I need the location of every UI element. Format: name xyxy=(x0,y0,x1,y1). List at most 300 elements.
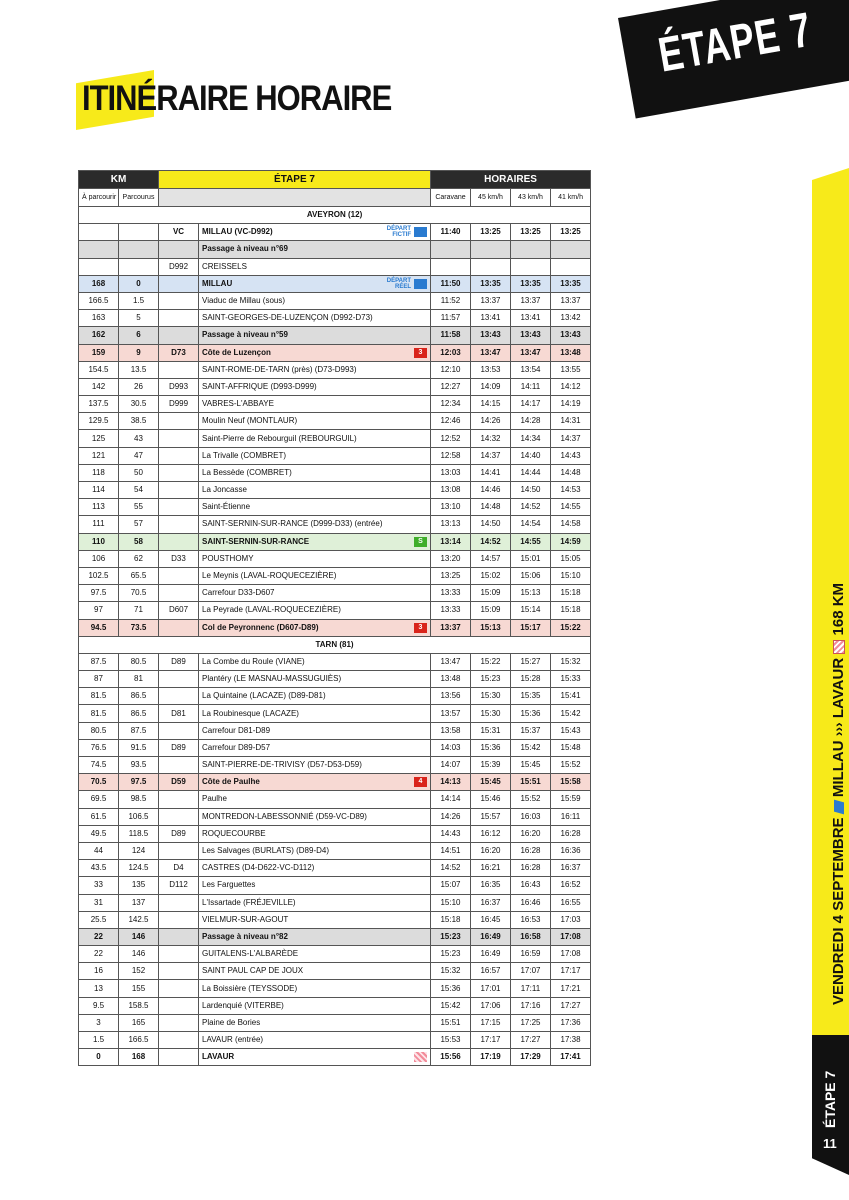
location-label: ROQUECOURBE xyxy=(202,828,266,838)
road-number xyxy=(159,757,199,774)
time-43: 15:51 xyxy=(511,774,551,791)
location-label: Lardenquié (VITERBE) xyxy=(202,1000,284,1010)
location-cell xyxy=(199,482,431,499)
time-41: 13:35 xyxy=(551,275,591,292)
time-41: 15:43 xyxy=(551,722,591,739)
road-number: D89 xyxy=(159,653,199,670)
time-43: 16:03 xyxy=(511,808,551,825)
location-label: Plaine de Bories xyxy=(202,1017,261,1027)
location-cell xyxy=(199,292,431,309)
time-45: 15:46 xyxy=(471,791,511,808)
time-45: 16:20 xyxy=(471,842,511,859)
km-parcourus xyxy=(119,258,159,275)
km-parcourus: 118.5 xyxy=(119,825,159,842)
road-number xyxy=(159,808,199,825)
road-number xyxy=(159,894,199,911)
location-cell xyxy=(199,997,431,1014)
road-number xyxy=(159,310,199,327)
location-cell xyxy=(199,516,431,533)
time-43: 17:27 xyxy=(511,1032,551,1049)
time-caravane: 12:34 xyxy=(431,396,471,413)
time-43: 15:14 xyxy=(511,602,551,619)
location-cell xyxy=(199,533,431,550)
depart-type: FICTIF xyxy=(392,232,411,239)
time-caravane: 15:51 xyxy=(431,1014,471,1031)
location-label: MILLAU xyxy=(202,278,233,288)
time-43: 13:43 xyxy=(511,327,551,344)
location-label: Plantéry (LE MASNAU-MASSUGUIÈS) xyxy=(202,674,342,684)
road-number: D992 xyxy=(159,258,199,275)
finish-flag-icon xyxy=(833,640,845,654)
table-row xyxy=(79,516,591,533)
km-a-parcourir: 61.5 xyxy=(79,808,119,825)
time-caravane: 13:48 xyxy=(431,671,471,688)
itinerary-table xyxy=(78,170,591,1066)
sub-43: 43 km/h xyxy=(511,189,551,207)
location-label: L'Issartade (FRÉJEVILLE) xyxy=(202,897,296,907)
time-43: 15:27 xyxy=(511,653,551,670)
km-parcourus: 124.5 xyxy=(119,860,159,877)
time-41: 13:43 xyxy=(551,327,591,344)
location-cell xyxy=(199,963,431,980)
depart-flag-icon xyxy=(414,279,427,289)
time-41: 15:33 xyxy=(551,671,591,688)
time-caravane: 14:26 xyxy=(431,808,471,825)
table-row xyxy=(79,378,591,395)
etape-tab xyxy=(618,0,849,118)
time-caravane: 12:52 xyxy=(431,430,471,447)
region-header: TARN (81) xyxy=(79,636,591,653)
page-title: ITINÉRAIRE HORAIRE xyxy=(82,78,392,119)
km-a-parcourir: 44 xyxy=(79,842,119,859)
location-cell xyxy=(199,1032,431,1049)
time-45: 15:30 xyxy=(471,705,511,722)
time-41: 17:08 xyxy=(551,928,591,945)
time-41: 15:41 xyxy=(551,688,591,705)
location-cell xyxy=(199,774,431,791)
location-label: SAINT-AFFRIQUE (D993-D999) xyxy=(202,381,317,391)
table-row xyxy=(79,430,591,447)
time-43: 15:52 xyxy=(511,791,551,808)
time-45: 14:26 xyxy=(471,413,511,430)
time-41: 14:53 xyxy=(551,482,591,499)
location-label: CREISSELS xyxy=(202,261,247,271)
location-label: VIELMUR-SUR-AGOUT xyxy=(202,914,289,924)
time-45: 15:36 xyxy=(471,739,511,756)
road-number xyxy=(159,430,199,447)
table-row xyxy=(79,825,591,842)
table-row xyxy=(79,757,591,774)
time-45: 16:57 xyxy=(471,963,511,980)
location-label: Le Meynis (LAVAL-ROQUECEZIÈRE) xyxy=(202,571,337,581)
time-45: 14:52 xyxy=(471,533,511,550)
km-a-parcourir: 121 xyxy=(79,447,119,464)
side-route-from: MILLAU xyxy=(830,740,847,798)
time-41: 15:05 xyxy=(551,550,591,567)
road-number xyxy=(159,567,199,584)
time-41: 16:52 xyxy=(551,877,591,894)
location-label: Les Farguettes xyxy=(202,880,256,890)
time-41 xyxy=(551,258,591,275)
road-number xyxy=(159,688,199,705)
time-43: 14:54 xyxy=(511,516,551,533)
time-41: 15:52 xyxy=(551,757,591,774)
time-43: 14:17 xyxy=(511,396,551,413)
table-row xyxy=(79,877,591,894)
km-parcourus: 71 xyxy=(119,602,159,619)
km-a-parcourir: 159 xyxy=(79,344,119,361)
sub-41: 41 km/h xyxy=(551,189,591,207)
road-number xyxy=(159,516,199,533)
side-route-sep: ››› xyxy=(830,722,846,737)
time-43: 17:07 xyxy=(511,963,551,980)
km-parcourus: 5 xyxy=(119,310,159,327)
side-date: VENDREDI 4 SEPTEMBRE xyxy=(830,817,847,1005)
km-a-parcourir: 3 xyxy=(79,1014,119,1031)
road-number xyxy=(159,499,199,516)
time-43: 13:54 xyxy=(511,361,551,378)
time-45: 14:09 xyxy=(471,378,511,395)
time-41: 17:08 xyxy=(551,946,591,963)
time-43: 16:53 xyxy=(511,911,551,928)
km-a-parcourir: 74.5 xyxy=(79,757,119,774)
region-header: AVEYRON (12) xyxy=(79,207,591,224)
km-a-parcourir: 16 xyxy=(79,963,119,980)
km-a-parcourir xyxy=(79,224,119,241)
km-parcourus: 152 xyxy=(119,963,159,980)
time-43: 15:06 xyxy=(511,567,551,584)
time-45 xyxy=(471,241,511,258)
time-43: 16:28 xyxy=(511,842,551,859)
table-row xyxy=(79,482,591,499)
table-row xyxy=(79,1014,591,1031)
km-parcourus: 142.5 xyxy=(119,911,159,928)
km-a-parcourir: 80.5 xyxy=(79,722,119,739)
time-41: 17:38 xyxy=(551,1032,591,1049)
location-cell xyxy=(199,258,431,275)
location-label: Carrefour D89-D57 xyxy=(202,742,271,752)
time-caravane: 13:25 xyxy=(431,567,471,584)
table-row xyxy=(79,705,591,722)
km-parcourus: 124 xyxy=(119,842,159,859)
location-cell xyxy=(199,344,431,361)
road-number xyxy=(159,722,199,739)
time-41: 14:19 xyxy=(551,396,591,413)
time-43: 14:11 xyxy=(511,378,551,395)
sub-blank xyxy=(159,189,431,207)
time-43: 17:25 xyxy=(511,1014,551,1031)
location-label: Côte de Paulhe xyxy=(202,777,260,787)
time-41: 15:18 xyxy=(551,602,591,619)
km-a-parcourir: 162 xyxy=(79,327,119,344)
time-caravane: 11:57 xyxy=(431,310,471,327)
location-cell xyxy=(199,241,431,258)
time-41: 16:55 xyxy=(551,894,591,911)
road-number: D81 xyxy=(159,705,199,722)
location-cell xyxy=(199,757,431,774)
km-a-parcourir: 81.5 xyxy=(79,705,119,722)
location-cell xyxy=(199,980,431,997)
time-45 xyxy=(471,258,511,275)
time-41: 14:31 xyxy=(551,413,591,430)
table-row xyxy=(79,619,591,636)
km-parcourus: 93.5 xyxy=(119,757,159,774)
time-caravane: 13:10 xyxy=(431,499,471,516)
km-a-parcourir: 129.5 xyxy=(79,413,119,430)
road-number: D73 xyxy=(159,344,199,361)
time-caravane: 13:37 xyxy=(431,619,471,636)
km-parcourus: 81 xyxy=(119,671,159,688)
location-label: SAINT-SERNIN-SUR-RANCE xyxy=(202,536,310,546)
table-row xyxy=(79,396,591,413)
table-row xyxy=(79,224,591,241)
km-parcourus: 43 xyxy=(119,430,159,447)
km-parcourus xyxy=(119,241,159,258)
finish-flag-icon xyxy=(414,1052,427,1062)
time-caravane: 11:58 xyxy=(431,327,471,344)
km-a-parcourir: 110 xyxy=(79,533,119,550)
location-label: Passage à niveau n°59 xyxy=(202,330,288,340)
time-45: 13:25 xyxy=(471,224,511,241)
time-45: 15:13 xyxy=(471,619,511,636)
time-45: 13:43 xyxy=(471,327,511,344)
km-parcourus: 137 xyxy=(119,894,159,911)
table-row xyxy=(79,774,591,791)
time-caravane: 11:52 xyxy=(431,292,471,309)
km-parcourus: 65.5 xyxy=(119,567,159,584)
time-45: 17:01 xyxy=(471,980,511,997)
road-number xyxy=(159,533,199,550)
time-41: 17:17 xyxy=(551,963,591,980)
location-cell xyxy=(199,842,431,859)
table-row xyxy=(79,258,591,275)
time-caravane: 14:43 xyxy=(431,825,471,842)
road-number xyxy=(159,928,199,945)
time-caravane: 11:50 xyxy=(431,275,471,292)
location-label: MONTREDON-LABESSONNIÉ (D59-VC-D89) xyxy=(202,811,367,821)
road-number: D112 xyxy=(159,877,199,894)
location-cell xyxy=(199,894,431,911)
table-row xyxy=(79,344,591,361)
location-label: La Trivalle (COMBRET) xyxy=(202,450,287,460)
table-row xyxy=(79,653,591,670)
time-41 xyxy=(551,241,591,258)
time-caravane: 15:36 xyxy=(431,980,471,997)
depart-flag-icon xyxy=(834,800,844,815)
time-41: 14:48 xyxy=(551,464,591,481)
km-parcourus: 98.5 xyxy=(119,791,159,808)
time-41: 16:11 xyxy=(551,808,591,825)
location-label: La Boissière (TEYSSODE) xyxy=(202,983,298,993)
road-number xyxy=(159,464,199,481)
table-row xyxy=(79,585,591,602)
time-45: 15:23 xyxy=(471,671,511,688)
location-cell xyxy=(199,1049,431,1066)
km-parcourus: 87.5 xyxy=(119,722,159,739)
km-a-parcourir: 97.5 xyxy=(79,585,119,602)
time-41: 13:48 xyxy=(551,344,591,361)
page-title-block xyxy=(76,62,392,132)
location-cell xyxy=(199,860,431,877)
road-number xyxy=(159,1032,199,1049)
km-a-parcourir: 118 xyxy=(79,464,119,481)
km-parcourus: 1.5 xyxy=(119,292,159,309)
km-a-parcourir: 125 xyxy=(79,430,119,447)
km-parcourus: 30.5 xyxy=(119,396,159,413)
location-label: Moulin Neuf (MONTLAUR) xyxy=(202,416,298,426)
km-a-parcourir: 106 xyxy=(79,550,119,567)
road-number: D89 xyxy=(159,739,199,756)
table-row xyxy=(79,671,591,688)
km-parcourus: 70.5 xyxy=(119,585,159,602)
location-label: LAVAUR (entrée) xyxy=(202,1035,264,1045)
time-45: 13:37 xyxy=(471,292,511,309)
time-43: 14:40 xyxy=(511,447,551,464)
location-cell xyxy=(199,791,431,808)
km-parcourus: 50 xyxy=(119,464,159,481)
location-cell xyxy=(199,361,431,378)
km-parcourus: 86.5 xyxy=(119,688,159,705)
km-a-parcourir: 69.5 xyxy=(79,791,119,808)
road-number xyxy=(159,980,199,997)
time-41: 15:48 xyxy=(551,739,591,756)
time-41: 17:41 xyxy=(551,1049,591,1066)
km-parcourus: 13.5 xyxy=(119,361,159,378)
time-45: 14:41 xyxy=(471,464,511,481)
km-parcourus: 80.5 xyxy=(119,653,159,670)
climb-red-icon: 4 xyxy=(414,777,427,787)
km-parcourus: 47 xyxy=(119,447,159,464)
time-43: 15:17 xyxy=(511,619,551,636)
head-horaires: HORAIRES xyxy=(431,171,591,189)
location-label: Carrefour D81-D89 xyxy=(202,725,271,735)
location-cell xyxy=(199,396,431,413)
location-label: Col de Peyronnenc (D607-D89) xyxy=(202,622,319,632)
head-etape: ÉTAPE 7 xyxy=(159,171,431,189)
km-a-parcourir: 31 xyxy=(79,894,119,911)
side-route-text xyxy=(830,583,847,1005)
time-caravane: 15:23 xyxy=(431,928,471,945)
time-41: 14:55 xyxy=(551,499,591,516)
time-45: 15:30 xyxy=(471,688,511,705)
location-label: SAINT-GEORGES-DE-LUZENÇON (D992-D73) xyxy=(202,313,373,323)
table-row xyxy=(79,550,591,567)
km-parcourus: 146 xyxy=(119,928,159,945)
time-43: 13:35 xyxy=(511,275,551,292)
km-a-parcourir: 87.5 xyxy=(79,653,119,670)
road-number xyxy=(159,241,199,258)
road-number xyxy=(159,1049,199,1066)
location-cell xyxy=(199,310,431,327)
time-43: 15:35 xyxy=(511,688,551,705)
time-caravane: 12:27 xyxy=(431,378,471,395)
km-a-parcourir xyxy=(79,241,119,258)
km-a-parcourir: 94.5 xyxy=(79,619,119,636)
road-number xyxy=(159,275,199,292)
location-cell xyxy=(199,602,431,619)
road-number xyxy=(159,413,199,430)
time-caravane xyxy=(431,241,471,258)
time-41: 16:28 xyxy=(551,825,591,842)
time-45: 17:17 xyxy=(471,1032,511,1049)
km-a-parcourir: 70.5 xyxy=(79,774,119,791)
km-a-parcourir: 81.5 xyxy=(79,688,119,705)
time-43: 15:01 xyxy=(511,550,551,567)
road-number xyxy=(159,447,199,464)
km-parcourus: 6 xyxy=(119,327,159,344)
km-a-parcourir: 102.5 xyxy=(79,567,119,584)
time-caravane: 15:23 xyxy=(431,946,471,963)
km-parcourus: 54 xyxy=(119,482,159,499)
time-41: 16:36 xyxy=(551,842,591,859)
km-a-parcourir: 13 xyxy=(79,980,119,997)
km-parcourus: 146 xyxy=(119,946,159,963)
time-caravane: 12:46 xyxy=(431,413,471,430)
table-row xyxy=(79,739,591,756)
road-number xyxy=(159,482,199,499)
location-cell xyxy=(199,585,431,602)
time-caravane: 13:03 xyxy=(431,464,471,481)
time-41: 13:37 xyxy=(551,292,591,309)
table-row xyxy=(79,997,591,1014)
road-number xyxy=(159,963,199,980)
time-43: 14:28 xyxy=(511,413,551,430)
time-45: 16:49 xyxy=(471,928,511,945)
road-number xyxy=(159,619,199,636)
time-45: 14:48 xyxy=(471,499,511,516)
km-parcourus: 57 xyxy=(119,516,159,533)
time-43: 13:41 xyxy=(511,310,551,327)
location-label: CASTRES (D4-D622-VC-D112) xyxy=(202,863,315,873)
location-label: La Quintaine (LACAZE) (D89-D81) xyxy=(202,691,326,701)
road-number: D33 xyxy=(159,550,199,567)
location-cell xyxy=(199,275,431,292)
table-row xyxy=(79,310,591,327)
road-number: VC xyxy=(159,224,199,241)
location-label: SAINT-ROME-DE-TARN (près) (D73-D993) xyxy=(202,364,357,374)
time-caravane: 12:03 xyxy=(431,344,471,361)
depart-type: RÉEL xyxy=(394,283,411,290)
km-a-parcourir: 111 xyxy=(79,516,119,533)
etape-tab-label: ÉTAPE 7 xyxy=(654,1,816,83)
time-41: 17:27 xyxy=(551,997,591,1014)
km-a-parcourir: 97 xyxy=(79,602,119,619)
time-41: 17:03 xyxy=(551,911,591,928)
km-parcourus: 9 xyxy=(119,344,159,361)
time-caravane: 15:56 xyxy=(431,1049,471,1066)
km-a-parcourir: 168 xyxy=(79,275,119,292)
location-label: SAINT-SERNIN-SUR-RANCE (D999-D33) (entrée) xyxy=(202,519,383,529)
time-43: 17:11 xyxy=(511,980,551,997)
location-cell xyxy=(199,378,431,395)
table-row xyxy=(79,842,591,859)
table-row xyxy=(79,361,591,378)
km-parcourus xyxy=(119,224,159,241)
depart-flag-icon xyxy=(414,227,427,237)
time-41: 15:18 xyxy=(551,585,591,602)
time-caravane: 12:58 xyxy=(431,447,471,464)
side-etape: ÉTAPE 7 xyxy=(822,1070,838,1128)
time-43: 13:25 xyxy=(511,224,551,241)
table-row xyxy=(79,413,591,430)
table-row xyxy=(79,791,591,808)
location-cell xyxy=(199,550,431,567)
road-number: D4 xyxy=(159,860,199,877)
time-45: 16:12 xyxy=(471,825,511,842)
time-41: 15:42 xyxy=(551,705,591,722)
km-a-parcourir: 113 xyxy=(79,499,119,516)
location-cell xyxy=(199,911,431,928)
